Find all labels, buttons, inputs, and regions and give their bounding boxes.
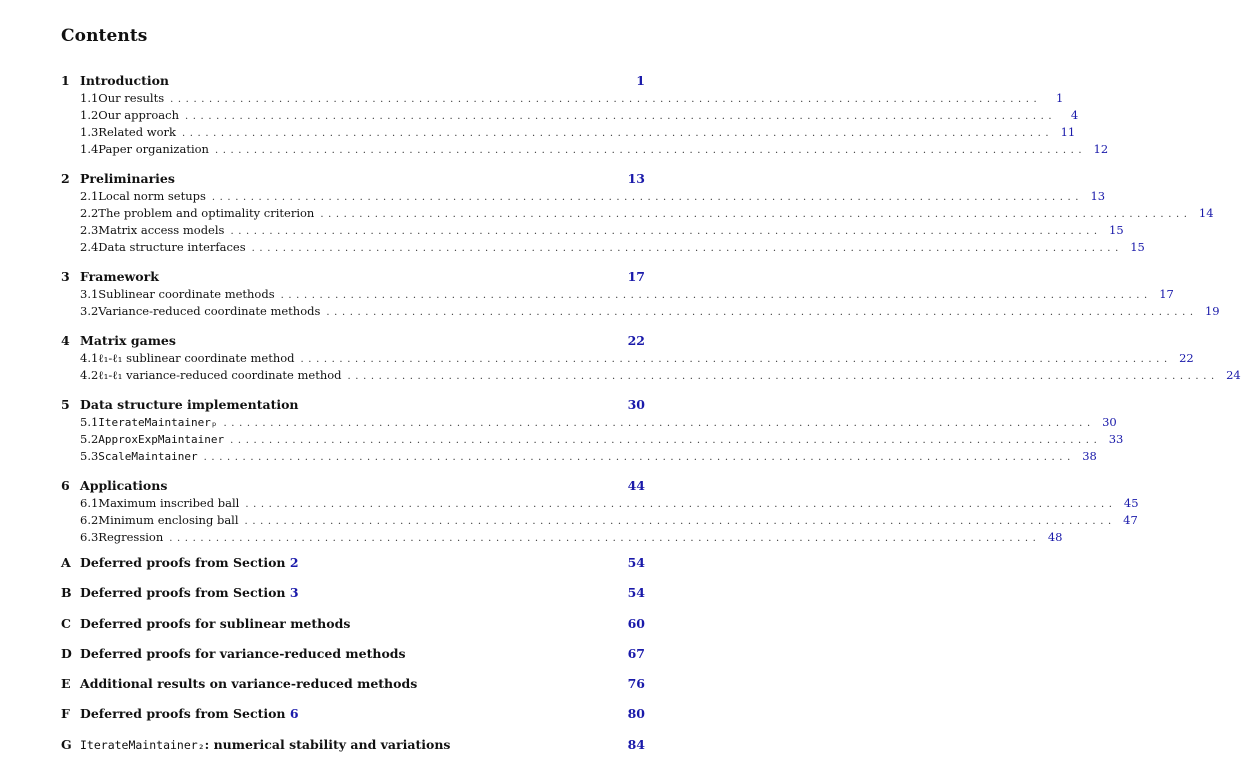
subsection-title: The problem and optimality criterion	[98, 206, 315, 220]
page-number[interactable]: 45	[1123, 496, 1139, 510]
subsection-title: Regression	[98, 530, 164, 544]
leader-dots: ................................................................................................................	[230, 435, 1102, 446]
toc-section-3[interactable]	[61, 269, 645, 287]
section-title: Applications	[80, 478, 168, 493]
appendix-letter: C	[61, 615, 71, 631]
toc-subsection-1-2[interactable]	[61, 108, 1079, 125]
subsection-number: 3.1	[80, 287, 99, 301]
toc-subsection-4-2[interactable]	[61, 368, 1241, 385]
leader-dots: ................................................................................................................	[347, 371, 1219, 382]
page-number[interactable]: 15	[1130, 240, 1145, 254]
subsection-number: 5.3	[80, 449, 99, 463]
subsection-number: 1.3	[80, 125, 99, 139]
page-number[interactable]: 1	[1056, 91, 1064, 105]
toc-subsection-2-2[interactable]	[61, 206, 1214, 223]
subsection-title: Data structure interfaces	[98, 240, 246, 254]
toc-subsection-3-2[interactable]	[61, 304, 1220, 321]
section-number: 3	[61, 269, 70, 284]
subsection-title: Local norm setups	[98, 189, 206, 203]
appendix-letter: A	[61, 555, 71, 570]
page-number[interactable]: 17	[1159, 287, 1174, 301]
page-number[interactable]: 54	[627, 585, 645, 601]
leader-dots: ................................................................................................................	[181, 128, 1054, 139]
section-title: Preliminaries	[80, 171, 175, 186]
toc-subsection-6-3[interactable]	[61, 530, 1063, 547]
page-number[interactable]: 33	[1108, 432, 1124, 446]
subsection-title: ScaleMaintainer	[98, 450, 198, 463]
toc-appendix-b[interactable]	[61, 585, 645, 615]
appendix-title: Deferred proofs from Section 3	[80, 585, 299, 601]
page-number[interactable]: 30	[1102, 415, 1117, 429]
subsection-number: 2.2	[80, 206, 99, 220]
toc-subsection-1-3[interactable]	[61, 125, 1076, 142]
section-number: 1	[61, 73, 70, 88]
appendix-title: IterateMaintainer₂: numerical stability and variations	[80, 736, 451, 752]
leader-dots: ................................................................................................................	[185, 111, 1057, 122]
toc-subsection-5-1[interactable]	[61, 415, 1117, 432]
appendix-title: Deferred proofs from Section 6	[80, 706, 299, 722]
subsection-title: Related work	[98, 125, 176, 139]
toc-appendix-d[interactable]	[61, 646, 645, 676]
appendix-letter: B	[61, 585, 72, 601]
section-ref-link[interactable]: 6	[289, 706, 299, 722]
toc-subsection-6-2[interactable]	[61, 513, 1138, 530]
toc-subsection-5-2[interactable]	[61, 432, 1124, 449]
appendix-letter: E	[61, 676, 71, 692]
page-number[interactable]: 22	[1179, 351, 1194, 365]
appendix-letter: D	[61, 645, 72, 661]
subsection-title: Matrix access models	[98, 223, 225, 237]
toc-subsection-1-1[interactable]	[61, 91, 1064, 108]
subsection-number: 6.3	[80, 530, 99, 544]
subsection-number: 6.1	[80, 496, 99, 510]
leader-dots: ................................................................................................................	[230, 226, 1102, 237]
leader-dots: ................................................................................................................	[280, 290, 1152, 301]
subsection-number: 4.2	[80, 368, 99, 382]
leader-dots: ................................................................................................................	[245, 499, 1117, 510]
page-number[interactable]: 13	[627, 171, 645, 186]
subsection-number: 1.1	[80, 91, 99, 105]
toc-subsection-5-3[interactable]	[61, 449, 1097, 466]
page-number[interactable]: 19	[1204, 304, 1220, 318]
toc-appendix-e[interactable]	[61, 676, 645, 706]
subsection-number: 3.2	[80, 304, 99, 318]
toc-section-6[interactable]	[61, 478, 645, 496]
toc-section-2[interactable]	[61, 171, 645, 189]
toc-subsection-1-4[interactable]	[61, 142, 1109, 159]
page-number[interactable]: 24	[1226, 368, 1241, 382]
page-number[interactable]: 14	[1198, 206, 1214, 220]
appendix-title: Additional results on variance-reduced methods	[80, 676, 418, 692]
page-number[interactable]: 13	[1090, 189, 1106, 203]
subsection-number: 2.3	[80, 223, 99, 237]
page-number[interactable]: 60	[627, 615, 645, 631]
appendix-title: Deferred proofs from Section 2	[80, 555, 299, 570]
leader-dots: ................................................................................................................	[326, 307, 1198, 318]
section-ref-link[interactable]: 3	[289, 585, 299, 601]
appendix-letter: F	[61, 706, 70, 722]
leader-dots: ................................................................................................................	[320, 209, 1192, 220]
subsection-number: 2.1	[80, 189, 99, 203]
toc-subsection-6-1[interactable]	[61, 496, 1139, 513]
subsection-number: 6.2	[80, 513, 99, 527]
section-number: 4	[61, 333, 70, 348]
toc-section-5[interactable]	[61, 397, 645, 415]
leader-dots: ................................................................................................................	[214, 145, 1087, 156]
page-number[interactable]: 84	[627, 736, 645, 752]
toc-subsection-2-3[interactable]	[61, 223, 1124, 240]
toc-section-1[interactable]	[61, 73, 645, 91]
table-of-contents	[61, 73, 1241, 767]
subsection-title: Variance-reduced coordinate methods	[98, 304, 321, 318]
subsection-title: ℓ₁-ℓ₁ sublinear coordinate method	[98, 351, 295, 365]
page-number[interactable]: 67	[627, 645, 645, 661]
subsection-number: 4.1	[80, 351, 99, 365]
page-number[interactable]: 22	[627, 333, 645, 348]
page-number[interactable]: 17	[627, 269, 645, 284]
section-ref-link[interactable]: 2	[289, 555, 299, 570]
page-number[interactable]: 47	[1123, 513, 1138, 527]
leader-dots: ................................................................................................................	[244, 516, 1116, 527]
toc-subsection-2-4[interactable]	[61, 240, 1145, 257]
page-number[interactable]: 12	[1093, 142, 1109, 156]
appendix-title: Deferred proofs for sublinear methods	[80, 615, 351, 631]
subsection-number: 5.1	[80, 415, 99, 429]
contents-heading: Contents	[61, 26, 148, 46]
toc-subsection-4-1[interactable]	[61, 351, 1194, 368]
section-number: 2	[61, 171, 70, 186]
page-number[interactable]: 38	[1082, 449, 1097, 463]
section-number: 5	[61, 397, 70, 412]
appendix-title: Deferred proofs for variance-reduced methods	[80, 645, 406, 661]
section-title: Framework	[80, 269, 159, 284]
page-number[interactable]: 30	[627, 397, 645, 412]
page-number[interactable]: 11	[1060, 125, 1076, 139]
leader-dots: ................................................................................................................	[300, 354, 1172, 365]
subsection-number: 2.4	[80, 240, 99, 254]
subsection-number: 1.4	[80, 142, 99, 156]
leader-dots: ................................................................................................................	[251, 243, 1123, 254]
subsection-title: Paper organization	[98, 142, 209, 156]
subsection-title: Sublinear coordinate methods	[98, 287, 275, 301]
section-title: Matrix games	[80, 333, 176, 348]
page-number[interactable]: 76	[627, 676, 645, 692]
leader-dots: ................................................................................................................	[223, 418, 1095, 429]
leader-dots: ................................................................................................................	[170, 94, 1042, 105]
page-number[interactable]: 54	[627, 555, 645, 570]
section-number: 6	[61, 478, 70, 493]
page-number[interactable]: 80	[627, 706, 645, 722]
toc-appendix-f[interactable]	[61, 706, 645, 736]
section-title: Introduction	[80, 73, 170, 88]
leader-dots: ................................................................................................................	[169, 533, 1041, 544]
section-title: Data structure implementation	[80, 397, 299, 412]
subsection-title: Minimum enclosing ball	[98, 513, 239, 527]
subsection-number: 5.2	[80, 432, 99, 446]
leader-dots: ................................................................................................................	[203, 452, 1075, 463]
subsection-title: IterateMaintainerₚ	[98, 416, 218, 429]
page-number[interactable]: 1	[636, 73, 645, 88]
page-number[interactable]: 48	[1047, 530, 1063, 544]
subsection-number: 1.2	[80, 108, 99, 122]
toc-section-4[interactable]	[61, 333, 645, 351]
subsection-title: Our results	[98, 91, 165, 105]
subsection-title: Maximum inscribed ball	[98, 496, 240, 510]
toc-subsection-3-1[interactable]	[61, 287, 1174, 304]
page-number[interactable]: 44	[627, 478, 645, 493]
toc-subsection-2-1[interactable]	[61, 189, 1106, 206]
toc-appendix-a[interactable]	[61, 555, 645, 585]
appendix-letter: G	[61, 736, 72, 752]
leader-dots: ................................................................................................................	[211, 192, 1084, 203]
toc-appendix-g[interactable]	[61, 737, 645, 767]
subsection-title: ApproxExpMaintainer	[98, 433, 225, 446]
page-number[interactable]: 15	[1109, 223, 1124, 237]
toc-appendix-c[interactable]	[61, 616, 645, 646]
subsection-title: ℓ₁-ℓ₁ variance-reduced coordinate method	[98, 368, 342, 382]
subsection-title: Our approach	[98, 108, 179, 122]
page-number[interactable]: 4	[1070, 108, 1079, 122]
